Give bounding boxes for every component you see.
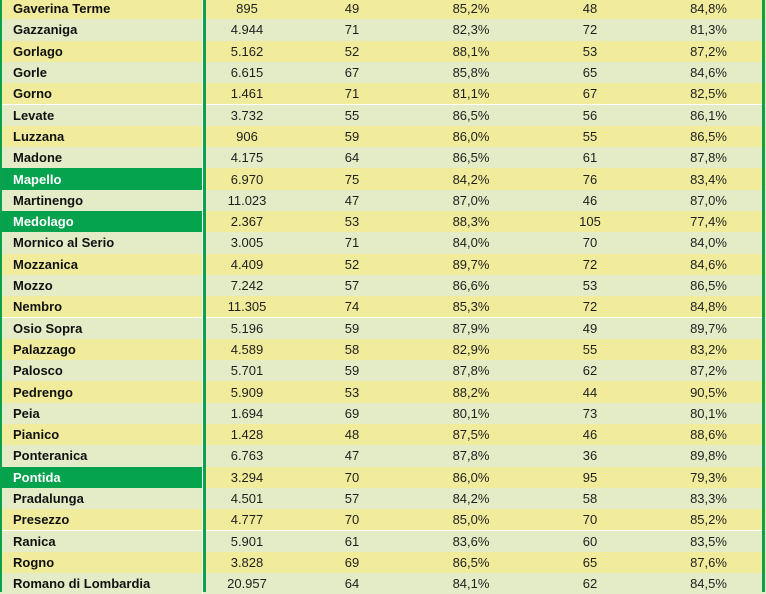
population-cell: 6.970 xyxy=(203,168,291,189)
value-a-cell: 52 xyxy=(291,41,413,62)
percent-a-cell: 88,3% xyxy=(413,211,529,232)
value-a-cell: 59 xyxy=(291,126,413,147)
percent-a-cell: 87,8% xyxy=(413,360,529,381)
percent-a-cell: 88,2% xyxy=(413,381,529,402)
population-cell: 2.367 xyxy=(203,211,291,232)
percent-a-cell: 87,9% xyxy=(413,318,529,339)
value-a-cell: 74 xyxy=(291,296,413,317)
municipality-name-cell: Mornico al Serio xyxy=(0,232,203,253)
value-b-cell: 58 xyxy=(529,488,651,509)
population-cell: 4.944 xyxy=(203,19,291,40)
column-divider-line xyxy=(0,0,2,592)
table-row xyxy=(0,168,766,189)
value-b-cell: 46 xyxy=(529,190,651,211)
value-a-cell: 59 xyxy=(291,318,413,339)
value-b-cell: 49 xyxy=(529,318,651,339)
percent-b-cell: 86,1% xyxy=(651,105,766,126)
value-a-cell: 64 xyxy=(291,573,413,594)
value-a-cell: 47 xyxy=(291,190,413,211)
population-cell: 20.957 xyxy=(203,573,291,594)
value-a-cell: 64 xyxy=(291,147,413,168)
value-b-cell: 95 xyxy=(529,467,651,488)
table-row xyxy=(0,41,766,62)
table-row xyxy=(0,573,766,594)
percent-b-cell: 82,5% xyxy=(651,83,766,104)
value-b-cell: 36 xyxy=(529,445,651,466)
municipality-name-cell: Gazzaniga xyxy=(0,19,203,40)
percent-a-cell: 82,3% xyxy=(413,19,529,40)
municipality-name-cell: Pedrengo xyxy=(0,381,203,402)
table-row xyxy=(0,0,766,19)
percent-b-cell: 80,1% xyxy=(651,403,766,424)
population-cell: 1.694 xyxy=(203,403,291,424)
table-row xyxy=(0,62,766,83)
table-row xyxy=(0,190,766,211)
table-row xyxy=(0,83,766,104)
percent-a-cell: 87,8% xyxy=(413,445,529,466)
population-cell: 895 xyxy=(203,0,291,19)
table-row xyxy=(0,19,766,40)
percent-a-cell: 86,5% xyxy=(413,105,529,126)
percent-a-cell: 86,5% xyxy=(413,147,529,168)
percent-a-cell: 86,5% xyxy=(413,552,529,573)
municipality-name-cell: Romano di Lombardia xyxy=(0,573,203,594)
municipality-name-cell: Rogno xyxy=(0,552,203,573)
value-b-cell: 56 xyxy=(529,105,651,126)
municipality-name-cell: Gaverina Terme xyxy=(0,0,203,19)
population-cell: 4.589 xyxy=(203,339,291,360)
percent-b-cell: 85,2% xyxy=(651,509,766,530)
table-row xyxy=(0,211,766,232)
value-b-cell: 44 xyxy=(529,381,651,402)
municipality-name-cell: Gorno xyxy=(0,83,203,104)
value-a-cell: 75 xyxy=(291,168,413,189)
table-row xyxy=(0,381,766,402)
municipality-name-cell: Medolago xyxy=(0,211,203,232)
percent-a-cell: 86,6% xyxy=(413,275,529,296)
percent-a-cell: 87,0% xyxy=(413,190,529,211)
value-a-cell: 59 xyxy=(291,360,413,381)
value-a-cell: 61 xyxy=(291,531,413,552)
municipality-name-cell: Nembro xyxy=(0,296,203,317)
table-row xyxy=(0,232,766,253)
percent-b-cell: 87,2% xyxy=(651,360,766,381)
population-cell: 5.701 xyxy=(203,360,291,381)
municipality-name-cell: Mapello xyxy=(0,168,203,189)
percent-b-cell: 87,0% xyxy=(651,190,766,211)
value-b-cell: 55 xyxy=(529,126,651,147)
population-cell: 11.023 xyxy=(203,190,291,211)
population-cell: 5.909 xyxy=(203,381,291,402)
value-a-cell: 55 xyxy=(291,105,413,126)
percent-a-cell: 87,5% xyxy=(413,424,529,445)
percent-b-cell: 81,3% xyxy=(651,19,766,40)
population-cell: 6.615 xyxy=(203,62,291,83)
value-a-cell: 53 xyxy=(291,381,413,402)
percent-a-cell: 80,1% xyxy=(413,403,529,424)
percent-a-cell: 83,6% xyxy=(413,531,529,552)
population-cell: 1.428 xyxy=(203,424,291,445)
population-cell: 11.305 xyxy=(203,296,291,317)
municipality-name-cell: Pontida xyxy=(0,467,203,488)
value-a-cell: 48 xyxy=(291,424,413,445)
value-b-cell: 65 xyxy=(529,552,651,573)
value-b-cell: 76 xyxy=(529,168,651,189)
value-b-cell: 53 xyxy=(529,275,651,296)
percent-b-cell: 87,8% xyxy=(651,147,766,168)
table-row xyxy=(0,552,766,573)
table-row xyxy=(0,488,766,509)
population-cell: 5.901 xyxy=(203,531,291,552)
value-a-cell: 53 xyxy=(291,211,413,232)
municipality-name-cell: Pradalunga xyxy=(0,488,203,509)
value-b-cell: 60 xyxy=(529,531,651,552)
percent-b-cell: 84,6% xyxy=(651,254,766,275)
population-cell: 3.005 xyxy=(203,232,291,253)
value-b-cell: 72 xyxy=(529,19,651,40)
municipality-name-cell: Palazzago xyxy=(0,339,203,360)
value-b-cell: 48 xyxy=(529,0,651,19)
population-cell: 4.409 xyxy=(203,254,291,275)
value-a-cell: 57 xyxy=(291,488,413,509)
value-b-cell: 105 xyxy=(529,211,651,232)
municipality-name-cell: Levate xyxy=(0,105,203,126)
table-row xyxy=(0,445,766,466)
municipality-name-cell: Ponteranica xyxy=(0,445,203,466)
percent-b-cell: 77,4% xyxy=(651,211,766,232)
percent-a-cell: 84,2% xyxy=(413,168,529,189)
table-row xyxy=(0,531,766,552)
percent-a-cell: 85,3% xyxy=(413,296,529,317)
table-row xyxy=(0,147,766,168)
municipality-name-cell: Luzzana xyxy=(0,126,203,147)
table-row xyxy=(0,424,766,445)
percent-a-cell: 89,7% xyxy=(413,254,529,275)
percent-b-cell: 88,6% xyxy=(651,424,766,445)
column-divider-line xyxy=(762,0,765,592)
population-cell: 7.242 xyxy=(203,275,291,296)
percent-a-cell: 81,1% xyxy=(413,83,529,104)
municipality-name-cell: Madone xyxy=(0,147,203,168)
municipality-name-cell: Martinengo xyxy=(0,190,203,211)
value-b-cell: 70 xyxy=(529,509,651,530)
table-row xyxy=(0,254,766,275)
percent-b-cell: 84,8% xyxy=(651,0,766,19)
population-cell: 906 xyxy=(203,126,291,147)
value-b-cell: 62 xyxy=(529,360,651,381)
population-cell: 4.501 xyxy=(203,488,291,509)
percent-b-cell: 84,0% xyxy=(651,232,766,253)
value-b-cell: 62 xyxy=(529,573,651,594)
percent-b-cell: 84,8% xyxy=(651,296,766,317)
percent-b-cell: 89,7% xyxy=(651,318,766,339)
table-row xyxy=(0,360,766,381)
table-row xyxy=(0,318,766,339)
table-row xyxy=(0,275,766,296)
percent-b-cell: 87,2% xyxy=(651,41,766,62)
population-cell: 3.294 xyxy=(203,467,291,488)
population-cell: 5.196 xyxy=(203,318,291,339)
value-b-cell: 70 xyxy=(529,232,651,253)
percent-a-cell: 82,9% xyxy=(413,339,529,360)
municipality-name-cell: Gorlago xyxy=(0,41,203,62)
value-a-cell: 49 xyxy=(291,0,413,19)
value-b-cell: 67 xyxy=(529,83,651,104)
value-a-cell: 71 xyxy=(291,232,413,253)
percent-a-cell: 84,2% xyxy=(413,488,529,509)
population-cell: 1.461 xyxy=(203,83,291,104)
percent-a-cell: 86,0% xyxy=(413,467,529,488)
table-row xyxy=(0,126,766,147)
table-row xyxy=(0,403,766,424)
column-divider-line xyxy=(203,0,206,592)
value-b-cell: 46 xyxy=(529,424,651,445)
percent-b-cell: 84,6% xyxy=(651,62,766,83)
percent-b-cell: 83,3% xyxy=(651,488,766,509)
value-b-cell: 53 xyxy=(529,41,651,62)
municipality-name-cell: Peia xyxy=(0,403,203,424)
population-cell: 3.828 xyxy=(203,552,291,573)
value-b-cell: 65 xyxy=(529,62,651,83)
value-a-cell: 69 xyxy=(291,552,413,573)
percent-b-cell: 83,2% xyxy=(651,339,766,360)
population-cell: 5.162 xyxy=(203,41,291,62)
value-a-cell: 69 xyxy=(291,403,413,424)
table-row xyxy=(0,296,766,317)
table-row xyxy=(0,467,766,488)
value-a-cell: 58 xyxy=(291,339,413,360)
percent-a-cell: 85,8% xyxy=(413,62,529,83)
percent-b-cell: 86,5% xyxy=(651,126,766,147)
population-cell: 4.777 xyxy=(203,509,291,530)
value-a-cell: 71 xyxy=(291,83,413,104)
value-b-cell: 72 xyxy=(529,254,651,275)
value-a-cell: 67 xyxy=(291,62,413,83)
municipality-name-cell: Ranica xyxy=(0,531,203,552)
municipality-name-cell: Gorle xyxy=(0,62,203,83)
percent-b-cell: 83,4% xyxy=(651,168,766,189)
percent-b-cell: 89,8% xyxy=(651,445,766,466)
percent-b-cell: 84,5% xyxy=(651,573,766,594)
value-a-cell: 70 xyxy=(291,509,413,530)
percent-b-cell: 86,5% xyxy=(651,275,766,296)
value-a-cell: 57 xyxy=(291,275,413,296)
municipality-name-cell: Presezzo xyxy=(0,509,203,530)
population-cell: 4.175 xyxy=(203,147,291,168)
value-a-cell: 47 xyxy=(291,445,413,466)
percent-a-cell: 85,2% xyxy=(413,0,529,19)
value-a-cell: 71 xyxy=(291,19,413,40)
value-a-cell: 70 xyxy=(291,467,413,488)
value-b-cell: 61 xyxy=(529,147,651,168)
percent-b-cell: 87,6% xyxy=(651,552,766,573)
municipality-name-cell: Mozzo xyxy=(0,275,203,296)
municipality-name-cell: Osio Sopra xyxy=(0,318,203,339)
percent-b-cell: 79,3% xyxy=(651,467,766,488)
municipality-name-cell: Pianico xyxy=(0,424,203,445)
percent-b-cell: 83,5% xyxy=(651,531,766,552)
municipality-name-cell: Palosco xyxy=(0,360,203,381)
table-row xyxy=(0,509,766,530)
percent-a-cell: 84,1% xyxy=(413,573,529,594)
percent-a-cell: 86,0% xyxy=(413,126,529,147)
percent-a-cell: 88,1% xyxy=(413,41,529,62)
value-b-cell: 55 xyxy=(529,339,651,360)
table-row xyxy=(0,339,766,360)
value-b-cell: 73 xyxy=(529,403,651,424)
population-cell: 3.732 xyxy=(203,105,291,126)
table-row xyxy=(0,105,766,126)
value-a-cell: 52 xyxy=(291,254,413,275)
value-b-cell: 72 xyxy=(529,296,651,317)
population-cell: 6.763 xyxy=(203,445,291,466)
municipality-name-cell: Mozzanica xyxy=(0,254,203,275)
percent-a-cell: 84,0% xyxy=(413,232,529,253)
percent-b-cell: 90,5% xyxy=(651,381,766,402)
percent-a-cell: 85,0% xyxy=(413,509,529,530)
